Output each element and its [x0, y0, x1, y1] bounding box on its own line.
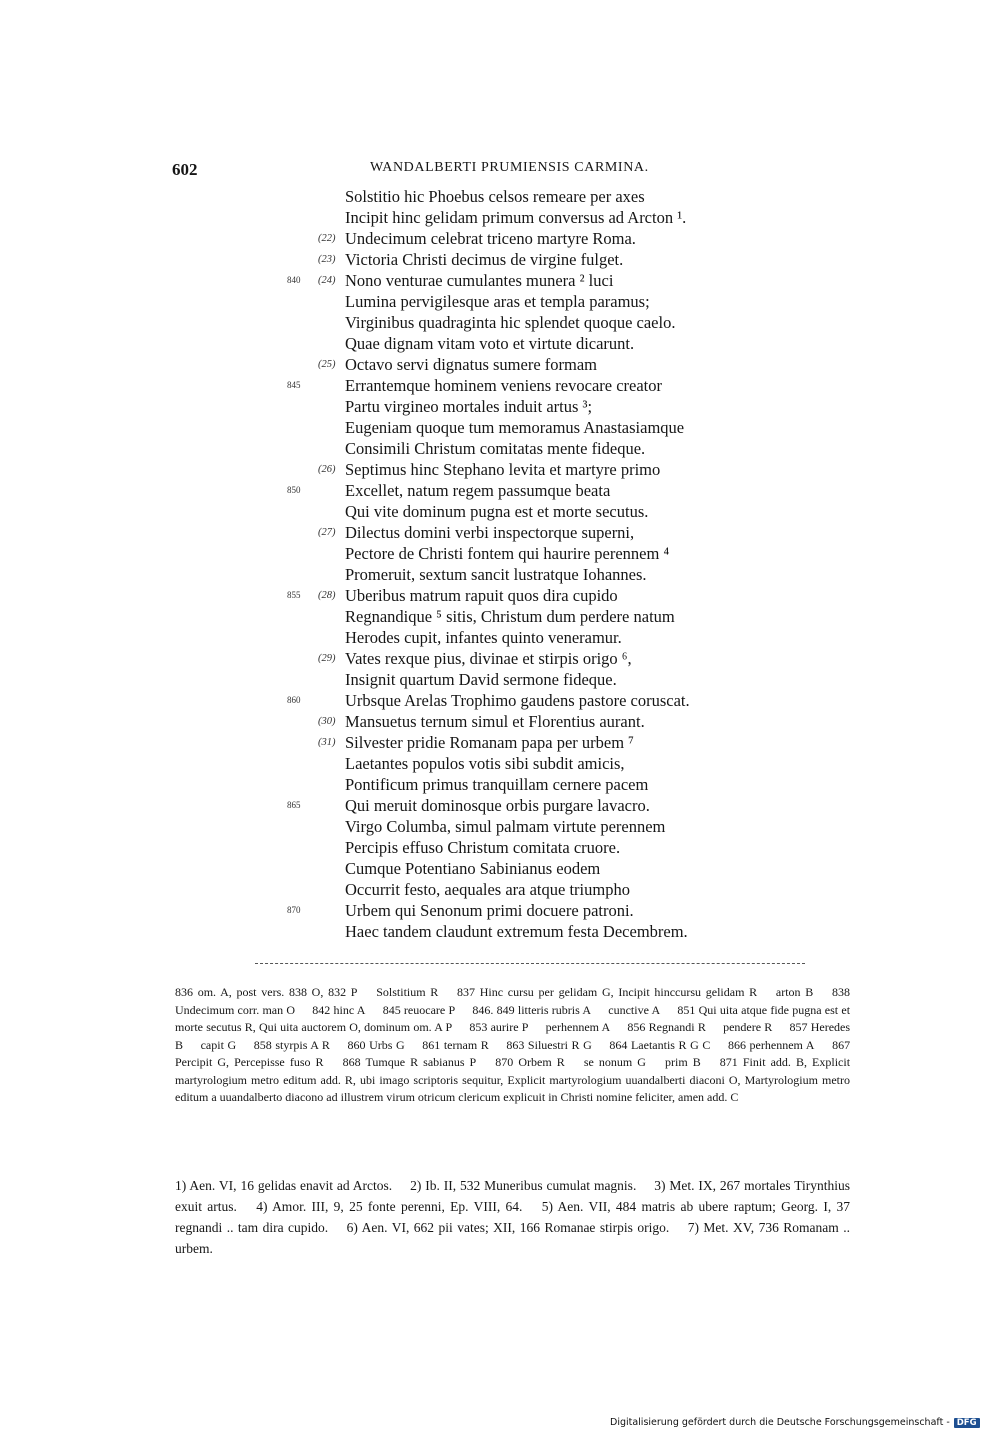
strophe-number: (23): [318, 254, 336, 265]
apparatus-entry: 851 Qui uita atque fide pugna est et morte secutus R, Qui uita auctorem O, dominum om. A P: [175, 1002, 851, 1034]
verse-line: Lumina pervigilesque aras et templa paramus;: [345, 292, 650, 311]
apparatus-entry: 867 Percipit G, Percepisse fuso R: [175, 1037, 851, 1069]
critical-apparatus: [175, 984, 850, 1107]
verse-line: Pontificum primus tranquillam cernere pacem: [345, 775, 649, 794]
verse-line: Haec tandem claudunt extremum festa Decembrem.: [345, 922, 688, 941]
running-title: WANDALBERTI PRUMIENSIS CARMINA.: [370, 160, 649, 175]
verse-line: Dilectus domini verbi inspectorque superni,: [345, 523, 635, 542]
apparatus-entry: 842 hinc A: [312, 1002, 366, 1017]
verse-line: Mansuetus ternum simul et Florentius aurant.: [345, 712, 645, 731]
verse-line: Solstitio hic Phoebus celsos remeare per axes: [345, 187, 645, 206]
apparatus-entry: 858 styrpis A R: [253, 1037, 330, 1052]
verse-line: Cumque Potentiano Sabinianus eodem: [345, 859, 601, 878]
verse-line: Quae dignam vitam voto et virtute dicarunt.: [345, 334, 635, 353]
divider-rule: [255, 963, 805, 964]
apparatus-entry: 870 Orbem R: [495, 1055, 565, 1069]
apparatus-entry: 836 om. A, post vers. 838 O, 832 P: [175, 985, 358, 999]
strophe-number: (24): [318, 275, 336, 286]
apparatus-entry: prim B: [665, 1055, 701, 1069]
verse-line: Octavo servi dignatus sumere formam: [345, 355, 598, 374]
verse-line: Regnandique ⁵ sitis, Christum dum perdere natum: [345, 607, 675, 626]
apparatus-entry: 857 Heredes B: [175, 1020, 851, 1052]
verse-line: Errantemque hominem veniens revocare creator: [345, 376, 663, 395]
apparatus-entry: perhennem A: [545, 1020, 611, 1034]
verse-line: Silvester pridie Romanam papa per urbem ⁷: [345, 733, 634, 752]
verse-line: Qui meruit dominosque orbis purgare lavacro.: [345, 796, 650, 815]
apparatus-entry: 861 ternam R: [422, 1037, 489, 1052]
apparatus-entry: 864 Laetantis R G C: [609, 1037, 711, 1052]
line-number: 870: [287, 905, 301, 915]
footnote: 5) Aen. VII, 484 matris ab ubere raptum; Georg. I, 37 regnandi .. tam dira cupido.: [175, 1199, 851, 1235]
verse-line: Qui vite dominum pugna est et morte secutus.: [345, 502, 649, 521]
apparatus-entry: se nonum G: [583, 1055, 646, 1069]
verse-line: Virginibus quadraginta hic splendet quoque caelo.: [345, 313, 676, 332]
footnote: 6) Aen. VI, 662 pii vates; XII, 166 Romanae stirpis origo.: [346, 1220, 670, 1235]
verse-line: Excellet, natum regem passumque beata: [345, 481, 611, 500]
verse-line: Undecimum celebrat triceno martyre Roma.: [345, 229, 636, 248]
verse-line: Nono venturae cumulantes munera ² luci: [345, 271, 614, 290]
verse-line: Insignit quartum David sermone fideque.: [345, 670, 617, 689]
strophe-number: (22): [318, 233, 336, 244]
strophe-number: (28): [318, 590, 336, 601]
strophe-number: (31): [318, 737, 336, 748]
apparatus-entry: 846. 849 litteris rubris A: [472, 1002, 592, 1017]
line-number: 860: [287, 695, 301, 705]
verse-line: Consimili Christum comitatas mente fideque.: [345, 439, 646, 458]
verse-line: Vates rexque pius, divinae et stirpis origo ⁶,: [345, 649, 632, 668]
verse-line: Urbsque Arelas Trophimo gaudens pastore coruscat.: [345, 691, 690, 710]
apparatus-entry: 868 Tumque R sabianus P: [342, 1055, 477, 1069]
verse-line: Victoria Christi decimus de virgine fulget.: [345, 250, 624, 269]
apparatus-entry: pendere R: [723, 1020, 773, 1034]
strophe-number: (25): [318, 359, 336, 370]
apparatus-entry: 837 Hinc cursu per gelidam G, Incipit hinccursu gelidam R: [457, 985, 758, 999]
footnote: 7) Met. XV, 736 Romanam .. urbem.: [175, 1220, 850, 1256]
digitization-footer: [610, 1417, 980, 1428]
line-number: 845: [287, 380, 301, 390]
verse-line: Percipis effuso Christum comitata cruore.: [345, 838, 621, 857]
apparatus-entry: 856 Regnandi R: [627, 1020, 706, 1034]
verse-line: Laetantes populos votis sibi subdit amicis,: [345, 754, 625, 773]
line-number: 865: [287, 800, 301, 810]
apparatus-entry: 863 Siluestri R G: [506, 1037, 592, 1052]
apparatus-entry: 838 Undecimum corr. man O: [175, 985, 851, 1017]
strophe-number: (30): [318, 716, 336, 727]
apparatus-entry: 860 Urbs G: [347, 1037, 405, 1052]
footnote: 4) Amor. III, 9, 25 fonte perenni, Ep. VIII, 64.: [256, 1199, 523, 1214]
verse-line: Eugeniam quoque tum memoramus Anastasiamque: [345, 418, 685, 437]
line-number: 850: [287, 485, 301, 495]
strophe-number: (29): [318, 653, 336, 664]
footnote: 1) Aen. VI, 16 gelidas enavit ad Arctos.: [175, 1178, 393, 1193]
apparatus-entry: cunctive A: [608, 1002, 661, 1017]
verse-line: Promeruit, sextum sancit lustratque Iohannes.: [345, 565, 647, 584]
verse-line: Virgo Columba, simul palmam virtute perennem: [345, 817, 666, 836]
apparatus-entry: 871 Finit add. B, Explicit martyrologium metro editum add. R, ubi imago scriptoris sequitur, Explicit martyrologium uuandalberti diaconi O, Martyrologium metro editum a uuandalberto diacono ad illustrem virum otricum clericum explicuit in Christi nomine feliciter, amen add. C: [175, 1055, 851, 1104]
verse-line: Occurrit festo, aequales ara atque triumpho: [345, 880, 630, 899]
strophe-number: (26): [318, 464, 336, 475]
apparatus-entry: 845 reuocare P: [382, 1002, 456, 1017]
strophe-number: (27): [318, 527, 336, 538]
verse-line: Septimus hinc Stephano levita et martyre primo: [345, 460, 661, 479]
line-number: 840: [287, 275, 301, 285]
verse-line: Uberibus matrum rapuit quos dira cupido: [345, 586, 618, 605]
dfg-logo: DFG: [954, 1418, 980, 1428]
apparatus-entry: arton B: [775, 985, 814, 999]
page-number: 602: [172, 160, 198, 179]
verse-line: Partu virgineo mortales induit artus ³;: [345, 397, 593, 416]
footnotes: [175, 1175, 850, 1259]
apparatus-entry: Solstitium R: [376, 985, 439, 999]
apparatus-entry: 866 perhennem A: [727, 1037, 815, 1052]
footnote: 3) Met. IX, 267 mortales Tirynthius exuit artus.: [175, 1178, 850, 1214]
verse-line: Herodes cupit, infantes quinto veneramur.: [345, 628, 622, 647]
footnote: 2) Ib. II, 532 Muneribus cumulat magnis.: [410, 1178, 637, 1193]
apparatus-entry: 853 aurire P: [469, 1020, 529, 1034]
line-number: 855: [287, 590, 301, 600]
verse-line: Incipit hinc gelidam primum conversus ad Arcton ¹.: [345, 208, 687, 227]
footer-text: Digitalisierung gefördert durch die Deutsche Forschungsgemeinschaft -: [610, 1417, 950, 1428]
verse-line: Pectore de Christi fontem qui haurire perennem ⁴: [345, 544, 670, 563]
verse-line: Urbem qui Senonum primi docuere patroni.: [345, 901, 634, 920]
apparatus-entry: capit G: [200, 1037, 237, 1052]
